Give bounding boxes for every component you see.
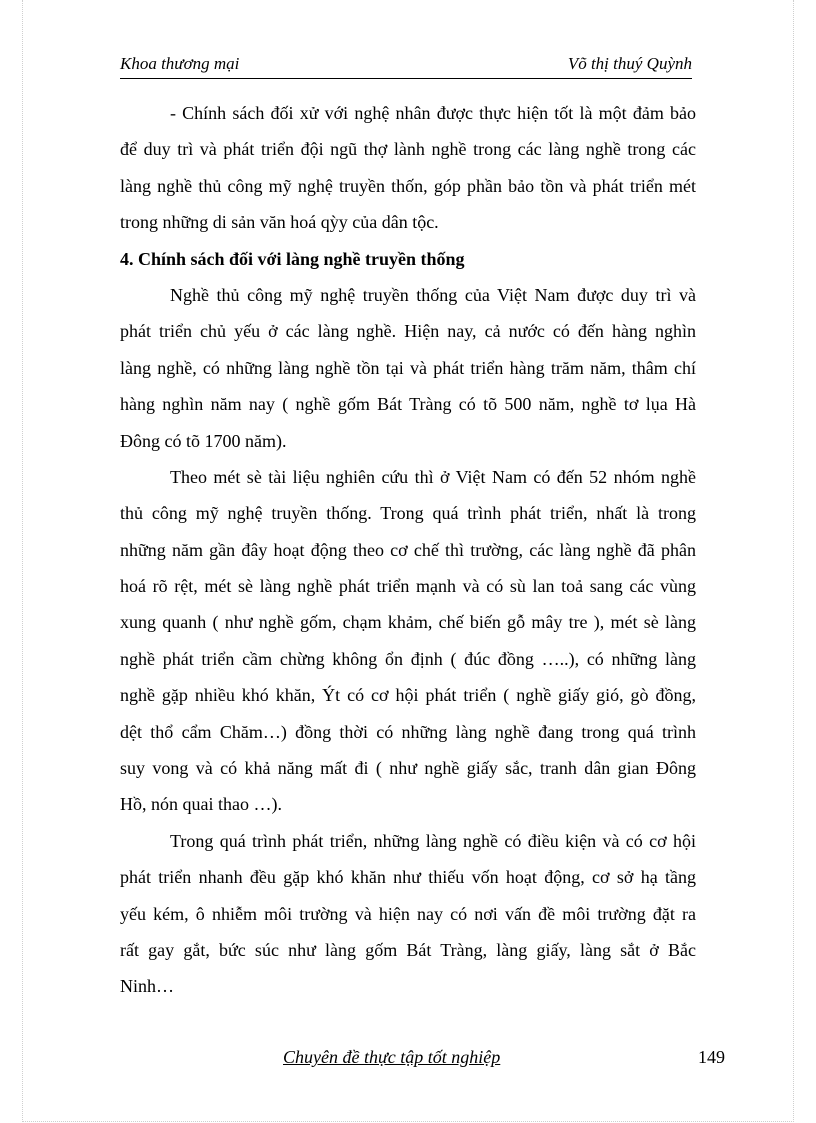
text-line: phát triển chủ yếu ở các làng nghề. Hiện nay, cả nước có đến hàng nghìn (120, 321, 696, 342)
page-footer (120, 1047, 725, 1077)
page-number: 149 (698, 1047, 725, 1067)
text-line: Theo mét sè tài liệu nghiên cứu thì ở Việt Nam có đến 52 nhóm nghề (170, 466, 696, 487)
text-line: Hồ, nón quai thao …). (120, 794, 282, 815)
text-line: suy vong và có khả năng mất đi ( như nghề giấy sắc, tranh dân gian Đông (120, 758, 696, 779)
page-header (120, 52, 692, 79)
text-line: thủ công mỹ nghệ truyền thống. Trong quá trình phát triển, nhất là trong (120, 503, 696, 524)
text-line: Trong quá trình phát triển, những làng nghề có điều kiện và có cơ hội (170, 830, 696, 851)
header-faculty: Khoa thương mại (120, 54, 240, 73)
text-line: những năm gần đây hoạt động theo cơ chế thì trường, các làng nghề đã phân (120, 539, 696, 560)
text-line: dệt thổ cẩm Chăm…) đồng thời có những làng nghề đang trong quá trình (120, 721, 696, 742)
text-line: Đông có tõ 1700 năm). (120, 430, 287, 451)
header-author: Võ thị thuý Quỳnh (567, 54, 692, 73)
text-line: yếu kém, ô nhiễm môi trường và hiện nay có nơi vấn đề môi trường đặt ra (120, 903, 696, 924)
section-heading: 4. Chính sách đối với làng nghề truyền thống (120, 248, 465, 269)
text-line: - Chính sách đối xử với nghệ nhân được thực hiện tốt là một đảm bảo (170, 103, 696, 123)
text-line: rất gay gắt, bức súc như làng gốm Bát Tràng, làng giấy, làng sắt ở Bắc (120, 939, 696, 960)
text-line: nghề gặp nhiều khó khăn, Ýt có cơ hội phát triển ( nghề giấy gió, gò đồng, (120, 685, 696, 706)
text-line: nghề phát triển cầm chừng không ổn định ( đúc đồng …..), có những làng (120, 648, 696, 669)
text-line: làng nghề, có những làng nghề tồn tại và phát triển hàng trăm năm, thâm chí (120, 357, 696, 378)
text-line: phát triển nhanh đều gặp khó khăn như thiếu vốn hoạt động, cơ sở hạ tầng (120, 867, 696, 888)
footer-title: Chuyên đề thực tập tốt nghiệp (283, 1047, 501, 1067)
text-line: hoá rõ rệt, mét sè làng nghề phát triển mạnh và có sù lan toả sang các vùng (120, 576, 696, 597)
text-line: để duy trì và phát triển đội ngũ thợ lành nghề trong các làng nghề trong các (120, 139, 696, 160)
text-line: Nghề thủ công mỹ nghệ truyền thống của Việt Nam được duy trì và (170, 284, 696, 305)
text-line: xung quanh ( như nghề gốm, chạm khảm, chế biến gỗ mây tre ), mét sè làng (120, 612, 696, 633)
text-line: Ninh… (120, 976, 174, 997)
text-line: hàng nghìn năm nay ( nghề gốm Bát Tràng có tõ 500 năm, nghề tơ lụa Hà (120, 394, 696, 415)
body-text (120, 95, 696, 1005)
text-line: làng nghề thủ công mỹ nghệ truyền thốn, góp phần bảo tồn và phát triển mét (120, 175, 696, 196)
text-line: trong những di sản văn hoá qỳy của dân tộc. (120, 212, 439, 233)
